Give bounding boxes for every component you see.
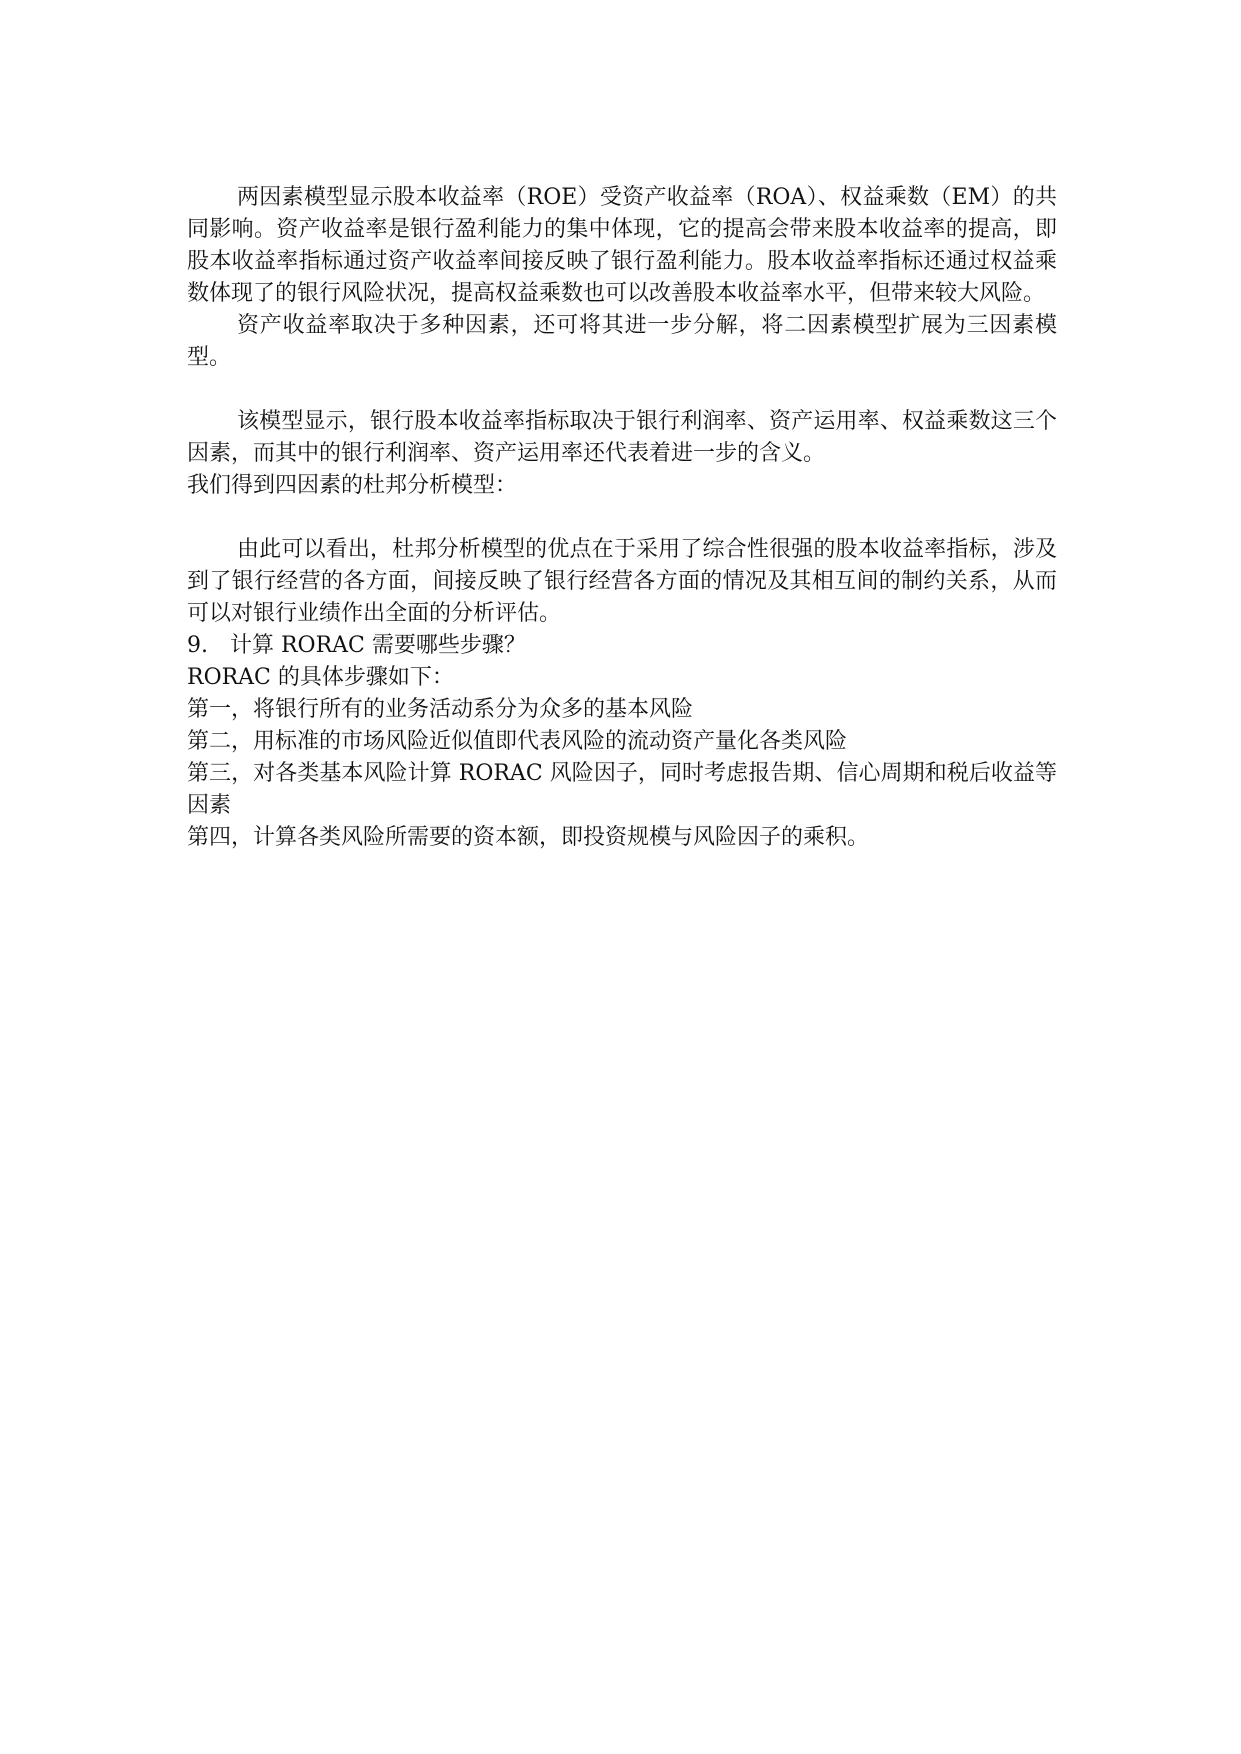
formula-placeholder [187,502,1057,534]
step-item: 第三，对各类基本风险计算 RORAC 风险因子，同时考虑报告期、信心周期和税后收益等因素 [187,761,1057,818]
steps-intro: RORAC 的具体步骤如下： [187,665,454,690]
step-item: 第四，计算各类风险所需要的资本额，即投资规模与风险因子的乘积。 [187,825,870,850]
step-item: 第一，将银行所有的业务活动系分为众多的基本风险 [187,697,694,722]
document-body [187,182,1057,854]
step-item: 第二，用标准的市场风险近似值即代表风险的流动资产量化各类风险 [187,729,848,754]
paragraph-two-factor-model: 两因素模型显示股本收益率（ROE）受资产收益率（ROA）、权益乘数（EM）的共同影响。资产收益率是银行盈利能力的集中体现，它的提高会带来股本收益率的提高，即股本收益率指标通过资产收益率间接反映了银行盈利能力。股本收益率指标还通过权益乘数体现了的银行风险状况，提高权益乘数也可以改善股本收益率水平，但带来较大风险。 [187,185,1057,306]
paragraph-three-factor-model: 该模型显示，银行股本收益率指标取决于银行利润率、资产运用率、权益乘数这三个因素，而其中的银行利润率、资产运用率还代表着进一步的含义。 [187,409,1057,466]
question-heading: 9. 计算 RORAC 需要哪些步骤？ [187,633,526,658]
paragraph-dupont-conclusion: 由此可以看出，杜邦分析模型的优点在于采用了综合性很强的股本收益率指标，涉及到了银行经营的各方面，间接反映了银行经营各方面的情况及其相互间的制约关系，从而可以对银行业绩作出全面的分析评估。 [187,537,1057,626]
paragraph-four-factor-intro: 我们得到四因素的杜邦分析模型： [187,473,518,498]
formula-placeholder [187,374,1057,406]
paragraph-three-factor-intro: 资产收益率取决于多种因素，还可将其进一步分解，将二因素模型扩展为三因素模型。 [187,313,1057,370]
